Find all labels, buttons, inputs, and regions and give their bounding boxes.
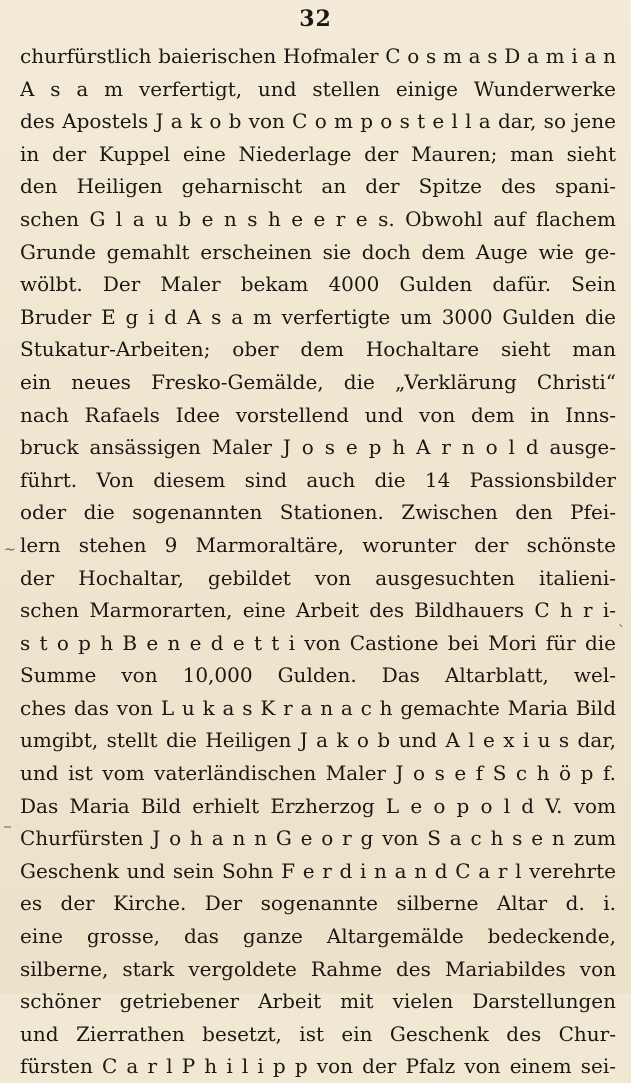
text-line: umgibt, stellt die Heiligen J a k o b und A l e x i u s dar, [20, 728, 616, 753]
text-line: A s a m verfertigt, und stellen einige Wunderwerke [20, 76, 616, 101]
text-line: des Apostels J a k o b von C o m p o s t e l l a dar, so jene [20, 109, 616, 134]
text-line: churfürstlich baierischen Hofmaler C o s m a s D a m i a n [20, 44, 616, 68]
text-line: führt. Von diesem sind auch die 14 Passionsbilder [20, 467, 616, 492]
text-line: den Heiligen geharnischt an der Spitze des spani- [20, 174, 616, 199]
text-line: nach Rafaels Idee vorstellend und von dem in Inns- [20, 402, 616, 427]
text-line: lern stehen 9 Marmoraltäre, worunter der schönste [20, 532, 616, 557]
text-line: Churfürsten J o h a n n G e o r g von S a c h s e n zum [20, 826, 616, 851]
body-text [20, 40, 616, 1083]
text-line: und Zierrathen besetzt, ist ein Geschenk des Chur- [20, 1021, 616, 1046]
text-line: Bruder E g i d A s a m verfertigte um 3000 Gulden die [20, 304, 616, 329]
text-line: ein neues Fresko-Gemälde, die „Verklärung Christi“ [20, 369, 616, 394]
text-line: silberne, stark vergoldete Rahme des Mariabildes von [20, 956, 616, 981]
text-line: Summe von 10,000 Gulden. Das Altarblatt, wel- [20, 663, 616, 688]
text-line: fürsten C a r l P h i l i p p von der Pfalz von einem sei- [20, 1054, 616, 1079]
text-line: Grunde gemahlt erscheinen sie doch dem Auge wie ge- [20, 239, 616, 264]
text-line: Stukatur-Arbeiten; ober dem Hochaltare sieht man [20, 337, 616, 362]
text-line: oder die sogenannten Stationen. Zwischen den Pfei- [20, 500, 616, 525]
text-line: wölbt. Der Maler bekam 4000 Gulden dafür. Sein [20, 272, 616, 297]
text-line: schen G l a u b e n s h e e r e s. Obwohl auf flachem [20, 206, 616, 231]
margin-mark: _ [4, 812, 11, 828]
text-line: schöner getriebener Arbeit mit vielen Darstellungen [20, 989, 616, 1014]
text-line: schen Marmorarten, eine Arbeit des Bildhauers C h r i- [20, 598, 616, 623]
text-line: ches das von L u k a s K r a n a c h gemachte Maria Bild [20, 695, 616, 720]
margin-mark: ~ [4, 542, 16, 558]
text-line: Das Maria Bild erhielt Erzherzog L e o p o l d V. vom [20, 793, 616, 818]
text-line: der Hochaltar, gebildet von ausgesuchten italieni- [20, 565, 616, 590]
text-line: und ist vom vaterländischen Maler J o s e f S c h ö p f. [20, 761, 616, 786]
text-line: bruck ansässigen Maler J o s e p h A r n o l d ausge- [20, 435, 616, 460]
text-line: Geschenk und sein Sohn F e r d i n a n d C a r l verehrte [20, 858, 616, 883]
text-line: es der Kirche. Der sogenannte silberne Altar d. i. [20, 891, 616, 916]
text-line: in der Kuppel eine Niederlage der Mauren; man sieht [20, 141, 616, 166]
text-line: s t o p h B e n e d e t t i von Castione bei Mori für die [20, 630, 616, 655]
text-line: eine grosse, das ganze Altargemälde bedeckende, [20, 924, 616, 949]
margin-mark: ` [618, 624, 625, 640]
page-number: 32 [299, 6, 332, 32]
